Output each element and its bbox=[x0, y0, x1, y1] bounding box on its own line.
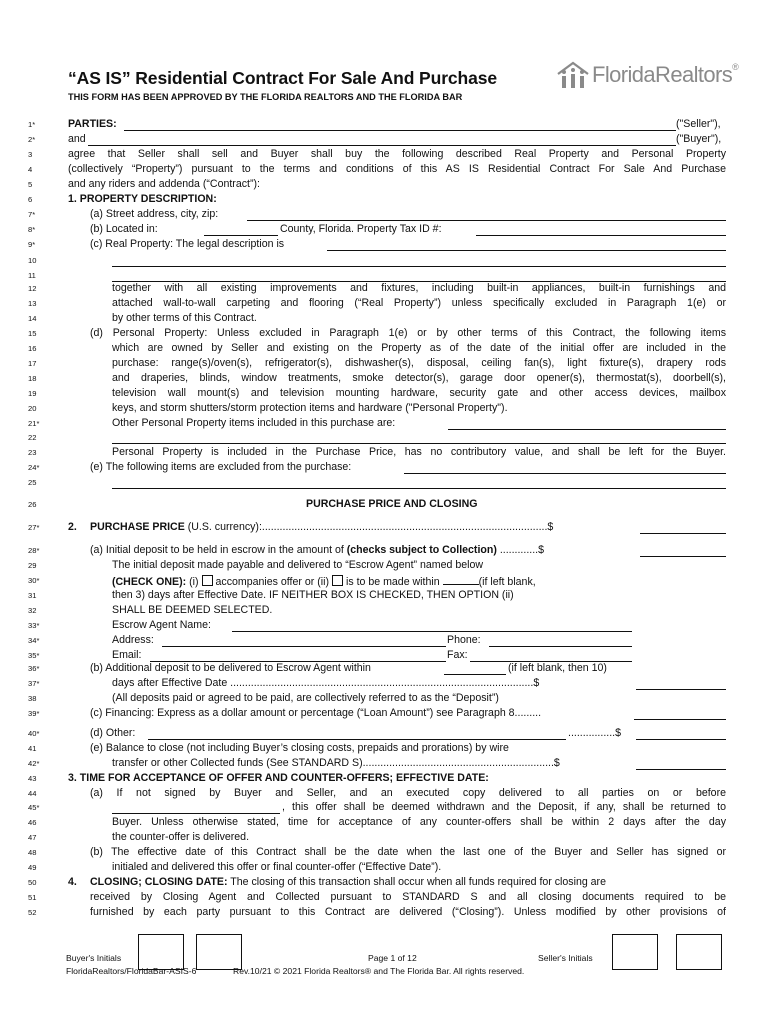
line-text: is to be made within bbox=[345, 576, 440, 588]
contract-line bbox=[0, 890, 770, 905]
line-text: Phone: bbox=[447, 634, 481, 646]
contract-line bbox=[0, 661, 770, 676]
line-text: agree that Seller shall sell and Buyer shall buy the following described Real Property and Personal Property bbox=[68, 148, 726, 160]
line-number: 39* bbox=[28, 709, 40, 718]
line-text: (collectively “Property”) pursuant to the terms and conditions of this AS IS Residential Contract For Sale And Purchase bbox=[68, 163, 726, 175]
contract-line bbox=[0, 845, 770, 860]
line-text: (b) Additional deposit to be delivered to Escrow Agent within bbox=[90, 662, 371, 674]
florida-realtors-logo bbox=[556, 60, 739, 94]
line-number: 15 bbox=[28, 329, 37, 338]
contract-line bbox=[0, 905, 770, 920]
line-number: 29 bbox=[28, 561, 37, 570]
contract-line bbox=[0, 800, 770, 815]
other-personal-property-field[interactable] bbox=[112, 442, 726, 444]
line-number: 10 bbox=[28, 256, 37, 265]
line-text: SHALL BE DEEMED SELECTED. bbox=[112, 604, 273, 616]
line-text: together with all existing improvements and fixtures, including built-in appliances, built-in furnishings and bbox=[112, 282, 726, 294]
line-text: (e) Balance to close (not including Buyer’s closing costs, prepaids and prorations) by wire bbox=[90, 742, 509, 754]
escrow-address-field[interactable] bbox=[162, 645, 446, 647]
line-text: Fax: bbox=[447, 649, 468, 661]
contract-line bbox=[0, 726, 770, 741]
contract-line bbox=[0, 786, 770, 801]
buyer-initials-label: Buyer's Initials bbox=[66, 953, 122, 963]
contract-line bbox=[0, 603, 770, 618]
line-text: received by Closing Agent and Collected pursuant to STANDARD S and all closing documents required to be bbox=[90, 891, 726, 903]
contract-line bbox=[0, 356, 770, 371]
escrow-agent-name-field[interactable] bbox=[232, 630, 632, 632]
contract-line bbox=[0, 558, 770, 573]
contract-line bbox=[0, 253, 770, 268]
line-number: 41 bbox=[28, 744, 37, 753]
page-title: “AS IS” Residential Contract For Sale And Purchase bbox=[68, 68, 498, 88]
additional-deposit-days-field[interactable] bbox=[444, 673, 506, 675]
contract-line bbox=[0, 192, 770, 207]
logo-wordmark: FloridaRealtors bbox=[592, 62, 733, 87]
line-number: 44 bbox=[28, 789, 37, 798]
line-text: (All deposits paid or agreed to be paid, are collectively referred to as the “Deposit”) bbox=[112, 692, 499, 704]
line-text: (d) Other: bbox=[90, 727, 136, 739]
seller-initials-box-1[interactable] bbox=[612, 934, 658, 970]
escrow-phone-field[interactable] bbox=[489, 645, 632, 647]
line-number: 47 bbox=[28, 833, 37, 842]
line-number: 38 bbox=[28, 694, 37, 703]
copyright-notice: Rev.10/21 © 2021 Florida Realtors® and The Florida Bar. All rights reserved. bbox=[233, 966, 525, 976]
street-address-field[interactable] bbox=[247, 219, 726, 221]
contract-line bbox=[0, 222, 770, 237]
line-text: .............$ bbox=[499, 544, 544, 556]
excluded-items-field[interactable] bbox=[404, 472, 726, 474]
contract-line bbox=[0, 676, 770, 691]
seller-initials-box-2[interactable] bbox=[676, 934, 722, 970]
contract-line bbox=[0, 520, 770, 535]
county-field[interactable] bbox=[204, 234, 278, 236]
line-text: Escrow Agent Name: bbox=[112, 619, 211, 631]
line-number: 26 bbox=[28, 500, 37, 509]
line-number: 9* bbox=[28, 240, 36, 249]
line-number: 2* bbox=[28, 135, 36, 144]
deposit-option-ii-checkbox[interactable] bbox=[332, 575, 343, 586]
line-number: 43 bbox=[28, 774, 37, 783]
line-text: (a) If not signed by Buyer and Seller, and an executed copy delivered to all parties on or before bbox=[90, 787, 726, 799]
line-text: (i) bbox=[189, 576, 199, 588]
line-text: The closing of this transaction shall occur when all funds required for closing are bbox=[230, 876, 606, 888]
contract-line bbox=[0, 497, 770, 512]
line-number: 22 bbox=[28, 433, 37, 442]
line-text: and draperies, blinds, window treatments, smoke detector(s), garage door opener(s), thermostat(s), doorbell(s), bbox=[112, 372, 726, 384]
contract-line bbox=[0, 177, 770, 192]
line-number: 37* bbox=[28, 679, 40, 688]
line-text: television wall mount(s) and television mounting hardware, security gate and other access devices, mailbox bbox=[112, 387, 726, 399]
seller-initials-label: Seller's Initials bbox=[538, 953, 593, 963]
line-text: which are owned by Seller and existing on the Property as of the date of the initial offer are included in the bbox=[112, 342, 726, 354]
contract-line bbox=[0, 401, 770, 416]
line-number: 50 bbox=[28, 878, 37, 887]
line-number: 45* bbox=[28, 803, 40, 812]
line-text: furnished by each party pursuant to this Contract are delivered (“Closing”). Unless modified by other provisions of bbox=[90, 906, 726, 918]
contract-line bbox=[0, 162, 770, 177]
contract-line bbox=[0, 281, 770, 296]
contract-line bbox=[0, 633, 770, 648]
line-text: Address: bbox=[112, 634, 154, 646]
contract-line bbox=[0, 475, 770, 490]
contract-line bbox=[0, 386, 770, 401]
line-text: Buyer. Unless otherwise stated, time for acceptance of any counter-offers shall be within 2 days after the day bbox=[112, 816, 726, 828]
line-number: 4 bbox=[28, 165, 33, 174]
section-heading: 1. PROPERTY DESCRIPTION: bbox=[68, 193, 217, 205]
line-number: 11 bbox=[28, 271, 36, 280]
contract-line bbox=[0, 207, 770, 222]
line-text: Other Personal Property items included in this purchase are: bbox=[112, 417, 396, 429]
offer-deadline-field[interactable] bbox=[112, 812, 280, 814]
line-number: 20 bbox=[28, 404, 37, 413]
line-number: 13 bbox=[28, 299, 37, 308]
line-number: 14 bbox=[28, 314, 37, 323]
deposit-option-i-checkbox[interactable] bbox=[202, 575, 213, 586]
line-text: (U.S. currency):.................................................................................................$ bbox=[187, 521, 554, 533]
contract-line bbox=[0, 326, 770, 341]
excluded-items-field[interactable] bbox=[112, 487, 726, 489]
section-heading: PURCHASE PRICE AND CLOSING bbox=[306, 498, 478, 510]
contract-line bbox=[0, 860, 770, 875]
purchase-price-field[interactable] bbox=[640, 532, 726, 534]
contract-line bbox=[0, 296, 770, 311]
line-text: (b) The effective date of this Contract shall be the date when the last one of the Buyer and Seller has signed or bbox=[90, 846, 726, 858]
other-amount-field[interactable] bbox=[636, 738, 726, 740]
line-text: Personal Property is included in the Purchase Price, has no contributory value, and shall be left for the Buyer. bbox=[112, 446, 726, 458]
contract-line bbox=[0, 875, 770, 890]
legal-description-field[interactable] bbox=[112, 265, 726, 267]
buyer-name-field[interactable] bbox=[88, 144, 676, 146]
house-people-icon bbox=[556, 60, 590, 90]
line-text: (c) Financing: Express as a dollar amount or percentage (“Loan Amount”) see Paragraph 8......... bbox=[90, 707, 542, 719]
contract-line bbox=[0, 430, 770, 445]
contract-line bbox=[0, 341, 770, 356]
line-number: 32 bbox=[28, 606, 37, 615]
line-number: 24* bbox=[28, 463, 40, 472]
parties-label: PARTIES: bbox=[68, 118, 117, 130]
line-number: 33* bbox=[28, 621, 40, 630]
tax-id-field[interactable] bbox=[476, 234, 726, 236]
check-one-label: (CHECK ONE): bbox=[112, 576, 187, 588]
contract-line bbox=[0, 588, 770, 603]
line-number: 27* bbox=[28, 523, 40, 532]
form-approval-note: THIS FORM HAS BEEN APPROVED BY THE FLORIDA REALTORS AND THE FLORIDA BAR bbox=[68, 92, 463, 102]
line-number: 48 bbox=[28, 848, 37, 857]
buyer-initials-box-2[interactable] bbox=[196, 934, 242, 970]
line-number: 7* bbox=[28, 210, 36, 219]
line-number: 17 bbox=[28, 359, 37, 368]
additional-deposit-field[interactable] bbox=[636, 688, 726, 690]
line-number: 28* bbox=[28, 546, 40, 555]
loan-amount-field[interactable] bbox=[634, 718, 726, 720]
line-number: 23 bbox=[28, 448, 37, 457]
line-text: transfer or other Collected funds (See STANDARD S).................................................................$ bbox=[112, 757, 560, 769]
legal-description-field[interactable] bbox=[327, 249, 726, 251]
seller-name-field[interactable] bbox=[124, 129, 676, 131]
contract-line bbox=[0, 741, 770, 756]
contract-line bbox=[0, 573, 770, 588]
closing-date-label: CLOSING; CLOSING DATE: bbox=[90, 876, 228, 888]
line-number: 42* bbox=[28, 759, 40, 768]
contract-line bbox=[0, 706, 770, 721]
line-number: 36* bbox=[28, 664, 40, 673]
line-number: 46 bbox=[28, 818, 37, 827]
line-number: 6 bbox=[28, 195, 33, 204]
line-text: attached wall-to-wall carpeting and flooring (“Real Property”) unless specifically excluded in Paragraph 1(e) or bbox=[112, 297, 726, 309]
contract-line bbox=[0, 237, 770, 252]
line-number: 3 bbox=[28, 150, 33, 159]
line-number: 18 bbox=[28, 374, 37, 383]
line-number: 49 bbox=[28, 863, 37, 872]
deposit-days-field[interactable] bbox=[443, 573, 479, 585]
form-id: FloridaRealtors/FloridaBar-ASIS-6 bbox=[66, 966, 197, 976]
line-text: (c) Real Property: The legal description is bbox=[90, 238, 285, 250]
other-description-field[interactable] bbox=[148, 738, 566, 740]
contract-line bbox=[0, 815, 770, 830]
line-number: 19 bbox=[28, 389, 37, 398]
line-text: keys, and storm shutters/storm protection items and hardware ("Personal Property"). bbox=[112, 402, 508, 414]
initial-deposit-field[interactable] bbox=[640, 555, 726, 557]
logo-registered-mark: ® bbox=[732, 62, 739, 72]
line-number: 52 bbox=[28, 908, 37, 917]
contract-line bbox=[0, 416, 770, 431]
line-text: (a) Initial deposit to be held in escrow in the amount of bbox=[90, 544, 344, 556]
line-number: 40* bbox=[28, 729, 40, 738]
line-text: then 3) days after Effective Date. IF NEITHER BOX IS CHECKED, THEN OPTION (ii) bbox=[112, 589, 514, 601]
line-number: 5 bbox=[28, 180, 33, 189]
contract-line bbox=[0, 147, 770, 162]
buyer-initials-box-1[interactable] bbox=[138, 934, 184, 970]
contract-line bbox=[0, 371, 770, 386]
page-number: Page 1 of 12 bbox=[368, 953, 417, 963]
line-number: 21* bbox=[28, 419, 40, 428]
line-text: (b) Located in: bbox=[90, 223, 158, 235]
line-text: (if left blank, then 10) bbox=[508, 662, 607, 674]
line-text: the counter-offer is delivered. bbox=[112, 831, 250, 843]
line-number: 35* bbox=[28, 651, 40, 660]
contract-line bbox=[0, 445, 770, 460]
line-text: (checks subject to Collection) bbox=[346, 544, 497, 556]
contract-line bbox=[0, 311, 770, 326]
line-text: The initial deposit made payable and delivered to “Escrow Agent” named below bbox=[112, 559, 483, 571]
line-number: 1* bbox=[28, 120, 36, 129]
contract-line bbox=[0, 460, 770, 475]
line-text: initialed and delivered this offer or final counter-offer (“Effective Date”). bbox=[112, 861, 442, 873]
line-text: accompanies offer or (ii) bbox=[215, 576, 329, 588]
line-number: 51 bbox=[28, 893, 37, 902]
line-text: Email: bbox=[112, 649, 142, 661]
line-number: 34* bbox=[28, 636, 40, 645]
line-text: by other terms of this Contract. bbox=[112, 312, 257, 324]
line-text: (a) Street address, city, zip: bbox=[90, 208, 219, 220]
seller-suffix: ("Seller"), bbox=[676, 118, 721, 130]
line-text: purchase: range(s)/oven(s), refrigerator(s), dishwasher(s), disposal, ceiling fan(s), light fixture(s), drapery rods bbox=[112, 357, 726, 369]
contract-line bbox=[0, 618, 770, 633]
paragraph-number: 4. bbox=[68, 876, 77, 888]
line-text: (d) Personal Property: Unless excluded in Paragraph 1(e) or by other terms of this Contract, the following items bbox=[90, 327, 726, 339]
line-text: (if left blank, bbox=[478, 576, 536, 588]
line-number: 30* bbox=[28, 576, 40, 585]
contract-line bbox=[0, 132, 770, 147]
line-text: days after Effective Date .......................................................................................................$ bbox=[112, 677, 540, 689]
line-text: County, Florida. Property Tax ID #: bbox=[280, 223, 442, 235]
balance-to-close-field[interactable] bbox=[636, 768, 726, 770]
purchase-price-label: PURCHASE PRICE bbox=[90, 521, 185, 533]
line-number: 16 bbox=[28, 344, 37, 353]
contract-line bbox=[0, 691, 770, 706]
line-number: 12 bbox=[28, 284, 37, 293]
line-text: ................$ bbox=[568, 727, 621, 739]
and-label: and bbox=[68, 133, 86, 145]
contract-line bbox=[0, 830, 770, 845]
contract-line bbox=[0, 771, 770, 786]
line-text: (e) The following items are excluded from the purchase: bbox=[90, 461, 352, 473]
contract-line bbox=[0, 543, 770, 558]
line-number: 31 bbox=[28, 591, 37, 600]
section-heading: 3. TIME FOR ACCEPTANCE OF OFFER AND COUNTER-OFFERS; EFFECTIVE DATE: bbox=[68, 772, 489, 784]
line-text: and any riders and addenda (“Contract”): bbox=[68, 178, 260, 190]
line-text: , this offer shall be deemed withdrawn and the Deposit, if any, shall be returned to bbox=[282, 801, 726, 813]
buyer-suffix: ("Buyer"), bbox=[676, 133, 722, 145]
line-number: 25 bbox=[28, 478, 37, 487]
paragraph-number: 2. bbox=[68, 521, 77, 533]
contract-line bbox=[0, 117, 770, 132]
line-number: 8* bbox=[28, 225, 36, 234]
contract-line bbox=[0, 756, 770, 771]
